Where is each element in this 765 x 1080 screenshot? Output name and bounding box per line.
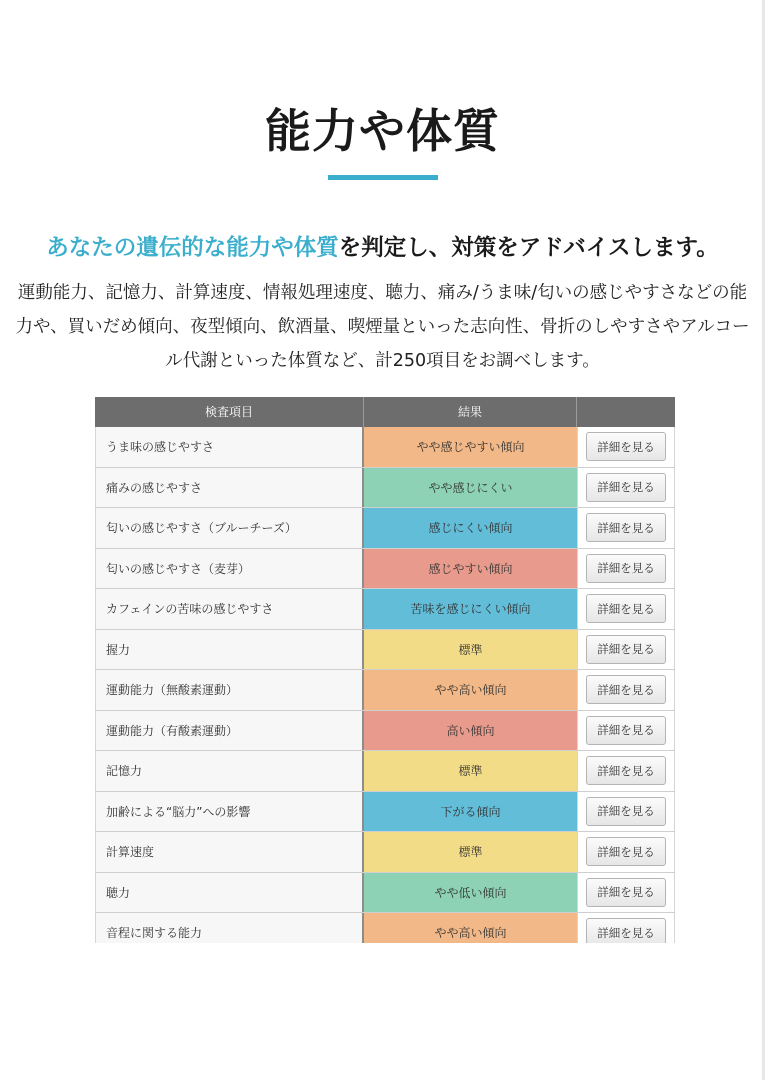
action-cell [577,549,675,589]
header-result: 結果 [364,397,577,427]
view-details-button[interactable]: 詳細を見る [586,432,666,461]
table-row [95,427,675,468]
view-details-button[interactable]: 詳細を見る [586,878,666,907]
action-cell [577,751,675,791]
description-line-3: ル代謝といった体質など、計250項目をお調べします。 [165,351,600,371]
item-cell: 運動能力（無酸素運動） [95,670,364,710]
table-row [95,670,675,711]
action-cell [577,873,675,913]
item-cell: 記憶力 [95,751,364,791]
view-details-button[interactable]: 詳細を見る [586,716,666,745]
view-details-button[interactable]: 詳細を見る [586,594,666,623]
table-row [95,873,675,914]
result-cell: 感じやすい傾向 [364,549,577,589]
table-row [95,589,675,630]
table-body [95,427,675,943]
view-details-button[interactable]: 詳細を見る [586,756,666,785]
view-details-button[interactable]: 詳細を見る [586,797,666,826]
action-cell [577,427,675,467]
item-cell: 計算速度 [95,832,364,872]
table-row [95,508,675,549]
item-cell: カフェインの苦味の感じやすさ [95,589,364,629]
item-cell: うま味の感じやすさ [95,427,364,467]
table-header [95,397,675,427]
description-line-1: 運動能力、記憶力、計算速度、情報処理速度、聴力、痛み/うま味/匂いの感じやすさなどの能 [17,283,748,303]
action-cell [577,508,675,548]
result-cell: やや感じやすい傾向 [364,427,577,467]
action-cell [577,468,675,508]
item-cell: 加齢による“脳力”への影響 [95,792,364,832]
page-title: 能力や体質 [265,104,500,158]
item-cell: 音程に関する能力 [95,913,364,943]
table-row [95,630,675,671]
view-details-button[interactable]: 詳細を見る [586,837,666,866]
action-cell [577,670,675,710]
result-cell: 標準 [364,832,577,872]
header-item: 検査項目 [95,397,364,427]
result-cell: やや低い傾向 [364,873,577,913]
description [0,276,765,378]
result-cell: 感じにくい傾向 [364,508,577,548]
results-table [95,397,675,943]
result-cell: 下がる傾向 [364,792,577,832]
action-cell [577,589,675,629]
title-underline [328,175,438,180]
description-line-2: 力や、買いだめ傾向、夜型傾向、飲酒量、喫煙量といった志向性、骨折のしやすさやアルコー [15,317,750,337]
action-cell [577,630,675,670]
table-row [95,549,675,590]
table-row [95,711,675,752]
result-cell: 標準 [364,630,577,670]
table-row [95,792,675,833]
action-cell [577,792,675,832]
item-cell: 運動能力（有酸素運動） [95,711,364,751]
result-cell: 苦味を感じにくい傾向 [364,589,577,629]
result-cell: やや高い傾向 [364,670,577,710]
view-details-button[interactable]: 詳細を見る [586,473,666,502]
item-cell: 握力 [95,630,364,670]
view-details-button[interactable]: 詳細を見る [586,918,666,943]
view-details-button[interactable]: 詳細を見る [586,554,666,583]
action-cell [577,711,675,751]
table-row [95,751,675,792]
table-row [95,913,675,943]
lead-rest-text: を判定し、対策をアドバイスします。 [338,235,719,261]
item-cell: 聴力 [95,873,364,913]
action-cell [577,913,675,943]
view-details-button[interactable]: 詳細を見る [586,675,666,704]
item-cell: 匂いの感じやすさ（ブルーチーズ） [95,508,364,548]
table-row [95,468,675,509]
view-details-button[interactable]: 詳細を見る [586,635,666,664]
item-cell: 痛みの感じやすさ [95,468,364,508]
lead-text [0,228,765,268]
view-details-button[interactable]: 詳細を見る [586,513,666,542]
result-cell: やや感じにくい [364,468,577,508]
header-action [577,397,675,427]
action-cell [577,832,675,872]
result-cell: 標準 [364,751,577,791]
table-row [95,832,675,873]
result-cell: やや高い傾向 [364,913,577,943]
result-cell: 高い傾向 [364,711,577,751]
lead-accent-text: あなたの遺伝的な能力や体質 [46,235,339,261]
item-cell: 匂いの感じやすさ（麦芽） [95,549,364,589]
